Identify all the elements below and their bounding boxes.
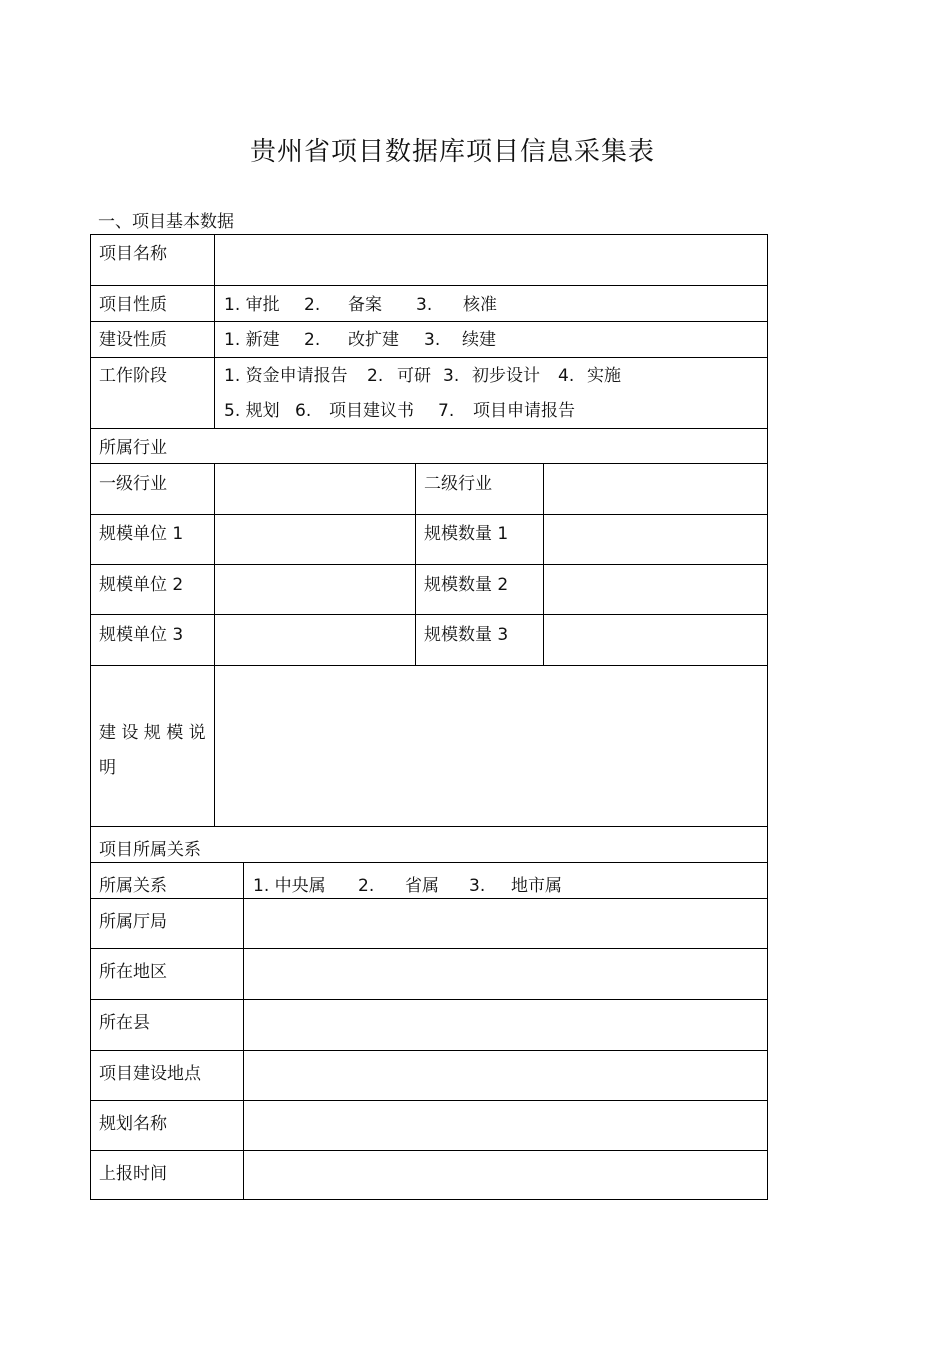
section-heading: 一、项目基本数据 <box>98 212 234 232</box>
option-municipal: 地市属 <box>511 876 562 896</box>
scale-qty-3-field[interactable] <box>544 615 767 665</box>
project-name-field[interactable] <box>215 235 767 285</box>
option-continuation: 续建 <box>462 330 496 350</box>
row-divider <box>91 321 767 322</box>
row-divider <box>91 826 767 827</box>
option-fund-report: 1. 资金申请报告 <box>224 366 348 386</box>
industry-level2-field[interactable] <box>544 464 767 514</box>
label-location: 项目建设地点 <box>99 1064 201 1084</box>
info-form-table <box>90 234 768 1200</box>
option-number: 3. <box>416 295 433 315</box>
label-affiliation-header: 项目所属关系 <box>99 840 201 860</box>
label-scale-qty-1: 规模数量 1 <box>424 524 509 544</box>
row-divider <box>91 285 767 286</box>
label-industry: 所属行业 <box>99 438 167 458</box>
label-industry-level1: 一级行业 <box>99 474 167 494</box>
department-field[interactable] <box>244 899 767 948</box>
option-verification: 核准 <box>463 295 497 315</box>
option-number: 3. <box>424 330 441 350</box>
label-scale-unit-3: 规模单位 3 <box>99 625 184 645</box>
label-construction-nature: 建设性质 <box>99 330 167 350</box>
label-scale-qty-3: 规模数量 3 <box>424 625 509 645</box>
scale-unit-3-field[interactable] <box>215 615 415 665</box>
scale-unit-2-field[interactable] <box>215 565 415 614</box>
label-plan-name: 规划名称 <box>99 1114 167 1134</box>
label-report-time: 上报时间 <box>99 1164 167 1184</box>
option-number: 3. <box>469 876 486 896</box>
label-county: 所在县 <box>99 1013 150 1033</box>
label-scale-unit-1: 规模单位 1 <box>99 524 184 544</box>
page-title: 贵州省项目数据库项目信息采集表 <box>249 137 655 167</box>
plan-name-field[interactable] <box>244 1101 767 1150</box>
report-time-field[interactable] <box>244 1151 767 1199</box>
scale-qty-2-field[interactable] <box>544 565 767 614</box>
option-central: 1. 中央属 <box>253 876 326 896</box>
option-number: 2. <box>304 330 321 350</box>
option-number: 2. <box>358 876 375 896</box>
col-divider <box>415 463 416 665</box>
label-scale-desc-line2: 明 <box>99 758 116 778</box>
option-number: 2. <box>367 366 384 386</box>
row-divider <box>91 862 767 863</box>
county-field[interactable] <box>244 1000 767 1050</box>
option-approval: 1. 审批 <box>224 295 280 315</box>
option-feasibility: 可研 <box>397 366 431 386</box>
option-number: 4. <box>558 366 575 386</box>
scale-unit-1-field[interactable] <box>215 515 415 564</box>
option-planning: 5. 规划 <box>224 401 280 421</box>
label-project-nature: 项目性质 <box>99 295 167 315</box>
option-implementation: 实施 <box>587 366 621 386</box>
label-scale-desc-line1: 建 设 规 模 说 <box>99 723 206 743</box>
option-filing: 备案 <box>348 295 382 315</box>
label-project-name: 项目名称 <box>99 244 167 264</box>
region-field[interactable] <box>244 949 767 999</box>
option-number: 2. <box>304 295 321 315</box>
option-preliminary-design: 初步设计 <box>472 366 540 386</box>
option-application-report: 项目申请报告 <box>473 401 575 421</box>
row-divider <box>91 357 767 358</box>
option-new-build: 1. 新建 <box>224 330 280 350</box>
label-industry-level2: 二级行业 <box>424 474 492 494</box>
label-department: 所属厅局 <box>99 912 167 932</box>
option-number: 6. <box>295 401 312 421</box>
row-divider <box>91 428 767 429</box>
scale-qty-1-field[interactable] <box>544 515 767 564</box>
label-scale-qty-2: 规模数量 2 <box>424 575 509 595</box>
label-region: 所在地区 <box>99 962 167 982</box>
label-work-stage: 工作阶段 <box>99 366 167 386</box>
option-proposal: 项目建议书 <box>329 401 414 421</box>
label-scale-unit-2: 规模单位 2 <box>99 575 184 595</box>
option-provincial: 省属 <box>405 876 439 896</box>
option-number: 3. <box>443 366 460 386</box>
option-expansion: 改扩建 <box>348 330 399 350</box>
label-affiliation: 所属关系 <box>99 876 167 896</box>
scale-description-field[interactable] <box>215 666 767 826</box>
industry-level1-field[interactable] <box>215 464 415 514</box>
option-number: 7. <box>438 401 455 421</box>
location-field[interactable] <box>244 1051 767 1100</box>
